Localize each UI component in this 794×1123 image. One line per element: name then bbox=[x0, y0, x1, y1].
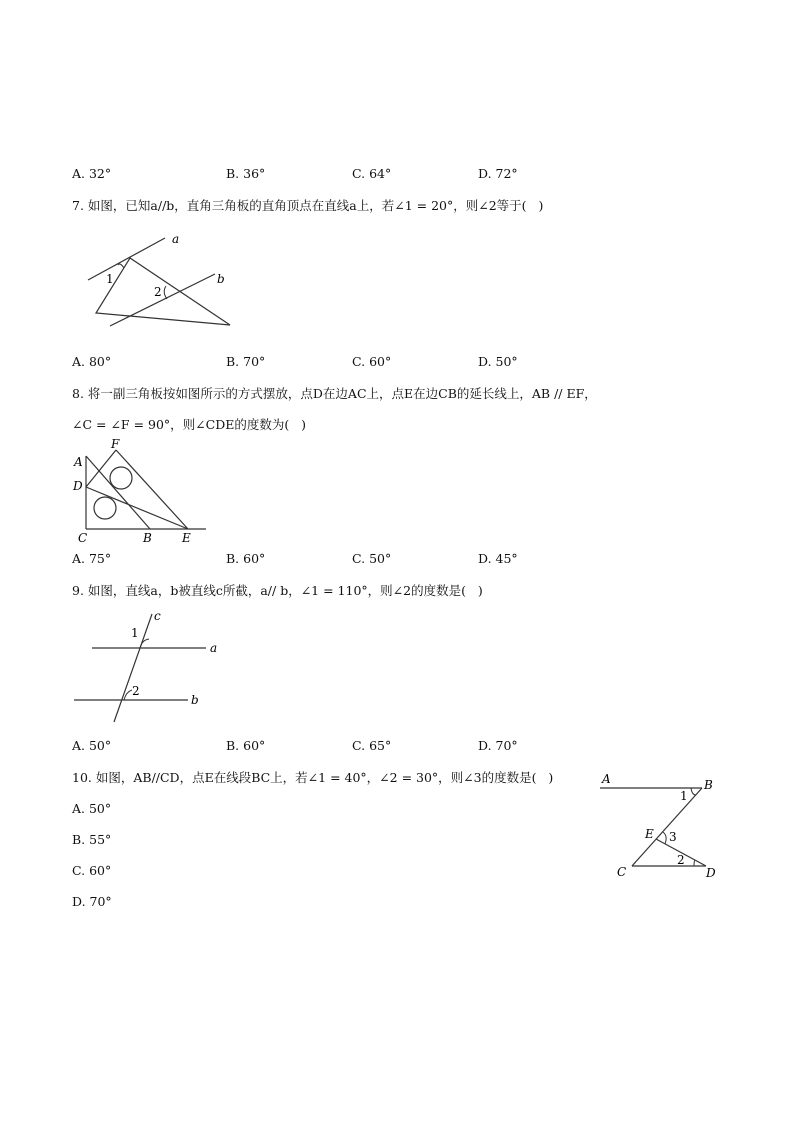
label-F: F bbox=[111, 437, 120, 451]
angle-2-arc bbox=[694, 860, 695, 866]
label-C: C bbox=[617, 865, 627, 879]
q8-stem-line2: ∠C = ∠F = 90°，则∠CDE的度数为( ) bbox=[72, 417, 307, 432]
label-E: E bbox=[182, 531, 191, 545]
q10-option-c: C. 60° bbox=[72, 863, 112, 878]
label-A: A bbox=[74, 455, 83, 469]
label-B: B bbox=[704, 778, 713, 792]
q7-option-c: C. 60° bbox=[352, 354, 392, 369]
label-c: c bbox=[154, 609, 161, 623]
q7-figure bbox=[80, 228, 260, 338]
label-angle-3: 3 bbox=[669, 830, 677, 844]
q7-option-a: A. 80° bbox=[72, 354, 112, 369]
q10-option-d: D. 70° bbox=[72, 894, 112, 909]
label-angle-2: 2 bbox=[677, 853, 685, 867]
label-a: a bbox=[172, 232, 180, 246]
q6-option-b: B. 36° bbox=[226, 166, 266, 181]
side-FE bbox=[116, 450, 188, 529]
line-b bbox=[110, 274, 215, 326]
q8-option-b: B. 60° bbox=[226, 551, 266, 566]
q9-option-c: C. 65° bbox=[352, 738, 392, 753]
segment-BC bbox=[632, 788, 702, 866]
q9-stem: 9. 如图，直线a，b被直线c所截，a// b，∠1 = 110°，则∠2的度数是( ) bbox=[72, 583, 483, 598]
q9-option-d: D. 70° bbox=[478, 738, 518, 753]
q6-option-d: D. 72° bbox=[478, 166, 518, 181]
right-triangle bbox=[96, 258, 230, 325]
q7-stem: 7. 如图，已知a//b，直角三角板的直角顶点在直线a上，若∠1 = 20°，则∠2等于( ) bbox=[72, 198, 544, 213]
q9-option-b: B. 60° bbox=[226, 738, 266, 753]
q8-figure bbox=[70, 438, 210, 544]
angle-2-arc bbox=[164, 286, 167, 299]
q6-option-a: A. 32° bbox=[72, 166, 112, 181]
label-angle-1: 1 bbox=[131, 626, 139, 640]
label-C: C bbox=[78, 531, 88, 545]
q10-figure bbox=[594, 770, 724, 884]
q8-option-c: C. 50° bbox=[352, 551, 392, 566]
q9-option-a: A. 50° bbox=[72, 738, 112, 753]
q8-option-d: D. 45° bbox=[478, 551, 518, 566]
angle-3-arc bbox=[663, 832, 666, 844]
label-a: a bbox=[210, 641, 218, 655]
label-A: A bbox=[602, 772, 611, 786]
q8-stem-line1: 8. 将一副三角板按如图所示的方式摆放，点D在边AC上，点E在边CB的延长线上，AB // EF， bbox=[72, 386, 597, 401]
q7-option-b: B. 70° bbox=[226, 354, 266, 369]
label-b: b bbox=[217, 272, 225, 286]
triangle-hole-lower bbox=[94, 497, 116, 519]
angle-1-arc bbox=[118, 264, 124, 268]
q10-option-a: A. 50° bbox=[72, 801, 112, 816]
q8-option-a: A. 75° bbox=[72, 551, 112, 566]
label-B: B bbox=[143, 531, 152, 545]
q6-option-c: C. 64° bbox=[352, 166, 392, 181]
q7-option-d: D. 50° bbox=[478, 354, 518, 369]
q10-option-b: B. 55° bbox=[72, 832, 112, 847]
q10-stem: 10. 如图，AB//CD，点E在线段BC上，若∠1 = 40°，∠2 = 30°，则∠3的度数是( ) bbox=[72, 770, 554, 785]
label-angle-2: 2 bbox=[154, 285, 162, 299]
label-angle-1: 1 bbox=[106, 272, 114, 286]
label-E: E bbox=[645, 827, 654, 841]
q9-figure bbox=[70, 606, 230, 728]
label-D: D bbox=[706, 866, 716, 880]
label-angle-2: 2 bbox=[132, 684, 140, 698]
angle-1-arc bbox=[140, 639, 149, 648]
label-angle-1: 1 bbox=[680, 789, 688, 803]
label-D: D bbox=[73, 479, 83, 493]
triangle-hole-upper bbox=[110, 467, 132, 489]
angle-1-arc bbox=[691, 788, 696, 795]
side-DF bbox=[86, 450, 116, 487]
side-DE bbox=[86, 487, 188, 529]
label-b: b bbox=[191, 693, 199, 707]
